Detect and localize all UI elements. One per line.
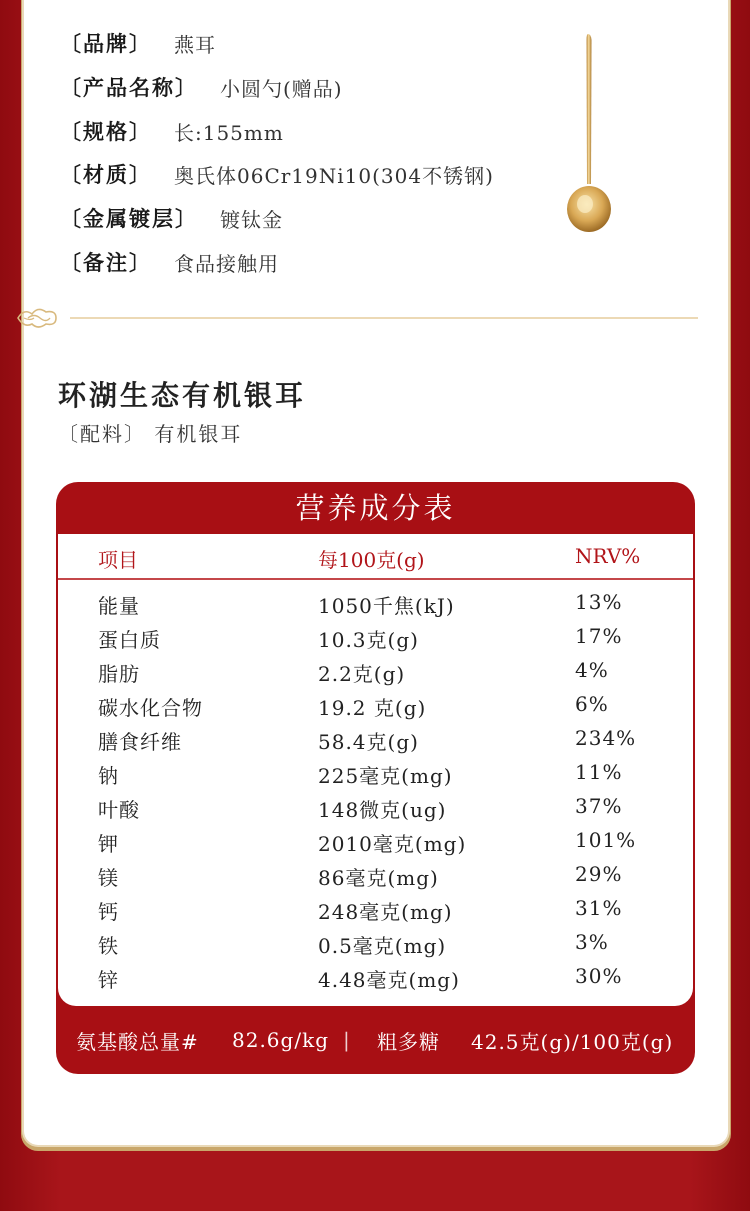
table-row [58,586,693,620]
nutrient-name: 铁 [98,934,119,958]
nutrient-nrv: 6% [575,692,609,716]
nutrient-nrv: 17% [575,624,623,648]
product-title: 环湖生态有机银耳 [58,379,307,412]
spec-value: 燕耳 [174,32,216,57]
spec-row-brand [60,28,216,58]
amino-acid-value: 82.6g/kg [232,1028,329,1052]
header-per-100g: 每100克(g) [318,548,425,572]
nutrition-body [58,534,693,1006]
nutrient-nrv: 31% [575,896,623,920]
spec-row-note [60,247,279,277]
nutrient-nrv: 234% [575,726,637,750]
nutrient-nrv: 29% [575,862,623,886]
nutrition-title: 营养成分表 [295,491,456,525]
nutrient-name: 蛋白质 [98,628,161,652]
table-row [58,960,693,994]
section-divider [24,303,704,333]
table-row [58,892,693,926]
nutrient-amount: 0.5毫克(mg) [318,934,447,958]
amino-acid-label: 氨基酸总量# [76,1029,199,1054]
nutrient-name: 叶酸 [98,798,140,822]
nutrition-header-row [58,534,693,578]
spec-value: 镀钛金 [220,207,283,232]
table-row [58,824,693,858]
nutrient-nrv: 37% [575,794,623,818]
cloud-decoration-icon [14,306,60,330]
table-row [58,756,693,790]
spec-value: 小圆勺(赠品) [220,76,343,101]
spec-label: 〔产品名称〕 [60,75,198,100]
spec-label: 〔金属镀层〕 [60,206,198,231]
ingredients-value: 有机银耳 [154,422,243,446]
nutrient-amount: 86毫克(mg) [318,866,439,890]
nutrient-amount: 4.48毫克(mg) [318,968,460,992]
spec-label: 〔材质〕 [60,162,152,187]
nutrient-name: 能量 [98,594,140,618]
nutrient-amount: 148微克(ug) [318,798,447,822]
nutrient-amount: 1050千焦(kJ) [318,594,455,618]
header-nrv: NRV% [575,544,641,568]
table-row [58,858,693,892]
nutrition-table [56,482,695,1074]
ingredients-label: 〔配料〕 [58,422,146,446]
nutrient-name: 脂肪 [98,662,140,686]
spec-row-material [60,159,494,189]
ingredients-line [58,418,242,447]
nutrient-name: 锌 [98,968,119,992]
nutrient-nrv: 101% [575,828,637,852]
table-row [58,620,693,654]
table-row [58,926,693,960]
nutrient-name: 镁 [98,866,119,890]
nutrient-amount: 2.2克(g) [318,662,406,686]
spoon-image [564,34,614,234]
nutrient-nrv: 3% [575,930,609,954]
polysaccharide-value: 42.5克(g)/100克(g) [471,1029,674,1054]
spec-row-coating [60,203,283,233]
spec-label: 〔规格〕 [60,119,152,144]
spec-value: 食品接触用 [174,251,279,276]
nutrient-name: 碳水化合物 [98,696,203,720]
polysaccharide-label: 粗多糖 [377,1029,440,1054]
nutrient-nrv: 4% [575,658,609,682]
spec-row-size [60,116,284,146]
nutrient-nrv: 30% [575,964,623,988]
nutrient-amount: 10.3克(g) [318,628,419,652]
nutrient-amount: 19.2 克(g) [318,696,427,720]
product-info-card [24,0,728,1145]
nutrient-name: 膳食纤维 [98,730,182,754]
nutrient-name: 钠 [98,764,119,788]
header-item: 项目 [98,548,138,572]
nutrition-footer [56,1006,695,1074]
table-row [58,654,693,688]
table-row [58,688,693,722]
nutrient-name: 钙 [98,900,119,924]
spec-label: 〔品牌〕 [60,31,152,56]
nutrient-amount: 58.4克(g) [318,730,419,754]
nutrient-name: 钾 [98,832,119,856]
spec-label: 〔备注〕 [60,250,152,275]
divider-line [70,317,698,319]
spec-value: 奥氏体06Cr19Ni10(304不锈钢) [174,163,494,188]
nutrient-amount: 225毫克(mg) [318,764,453,788]
footer-separator: | [343,1028,351,1052]
nutrient-amount: 248毫克(mg) [318,900,453,924]
spec-value: 长:155mm [174,120,284,145]
nutrient-amount: 2010毫克(mg) [318,832,467,856]
table-row [58,722,693,756]
spec-row-product-name [60,72,343,102]
table-row [58,790,693,824]
nutrient-nrv: 11% [575,760,623,784]
header-rule [58,578,693,580]
nutrient-nrv: 13% [575,590,623,614]
